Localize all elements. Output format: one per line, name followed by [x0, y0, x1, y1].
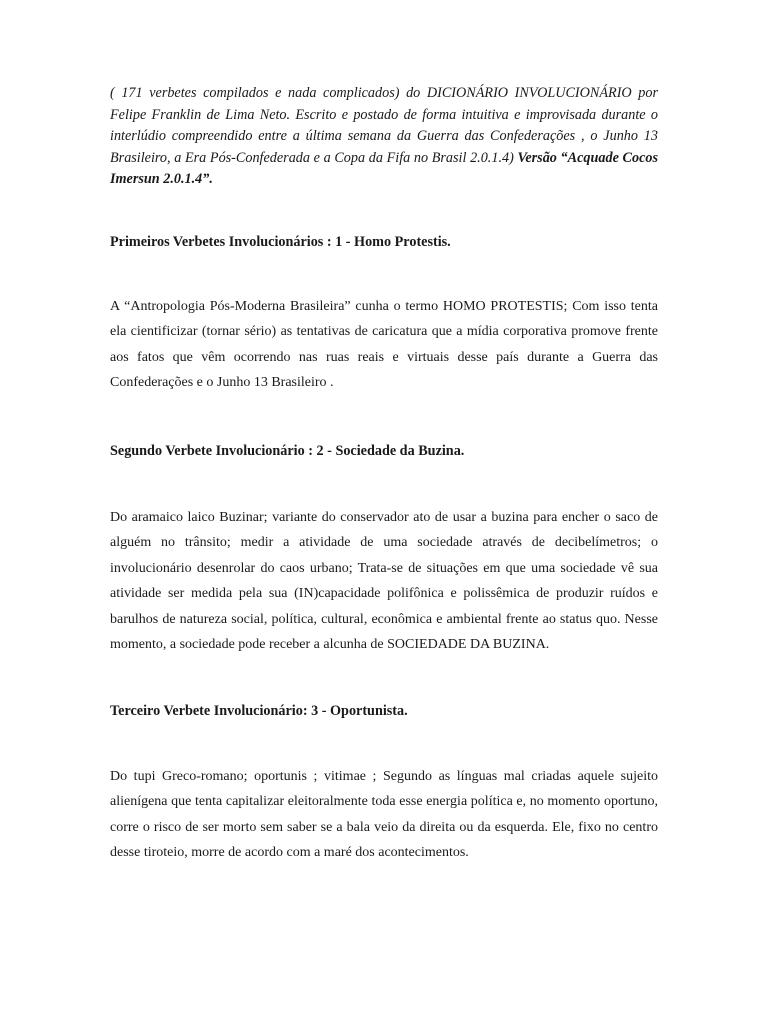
entry-body-2: Do aramaico laico Buzinar; variante do conservador ato de usar a buzina para encher o saco de alguém no trânsito; medir a atividade de uma sociedade através de decibelímetros; o involucionário desenrolar do caos urbano; Trata-se de situações em que uma sociedade vê sua atividade ser medida pela sua (IN)capacidade polifônica e polissêmica de produzir ruídos e barulhos de natureza social, política, cultural, econômica e ambiental frente ao status quo. Nesse momento, a sociedade pode receber a alcunha de SOCIEDADE DA BUZINA. [110, 509, 658, 652]
entry-body-1: A “Antropologia Pós-Moderna Brasileira” cunha o termo HOMO PROTESTIS; Com isso tenta ela cientificizar (tornar sério) as tentativas de caricatura que a mídia corporativa promove frente aos fatos que vêm ocorrendo nas ruas reais e virtuais desse país durante a Guerra das Confederações e o Junho 13 Brasileiro . [110, 298, 658, 390]
intro-text: ( 171 verbetes compilados e nada complicados) do DICIONÁRIO INVOLUCIONÁRIO por Felipe Franklin de Lima Neto. Escrito e postado de forma intuitiva e improvisada durante o interlúdio compreendido entre a última semana da Guerra das Confederações , o Junho 13 Brasileiro, a Era Pós-Confederada e a Copa da Fifa no Brasil 2.0.1.4) [110, 85, 658, 166]
version-label: Versão “Acquade Cocos Imersun 2.0.1.4”. [110, 149, 658, 187]
entry-heading-3: Terceiro Verbete Involucionário: 3 - Oportunista. [110, 702, 408, 719]
entry-body-3: Do tupi Greco-romano; oportunis ; vitimae ; Segundo as línguas mal criadas aquele sujeito alienígena que tenta capitalizar eleitoralmente toda esse energia política e, no momento oportuno, corre o risco de ser morto sem saber se a bala veio da direita ou da esquerda. Ele, fixo no centro desse tiroteio, morre de acordo com a maré dos acontecimentos. [110, 768, 658, 860]
intro-paragraph [110, 83, 658, 191]
entry-heading-1: Primeiros Verbetes Involucionários : 1 - Homo Protestis. [110, 233, 451, 250]
entry-heading-2: Segundo Verbete Involucionário : 2 - Sociedade da Buzina. [110, 442, 465, 459]
document-page [110, 83, 658, 866]
